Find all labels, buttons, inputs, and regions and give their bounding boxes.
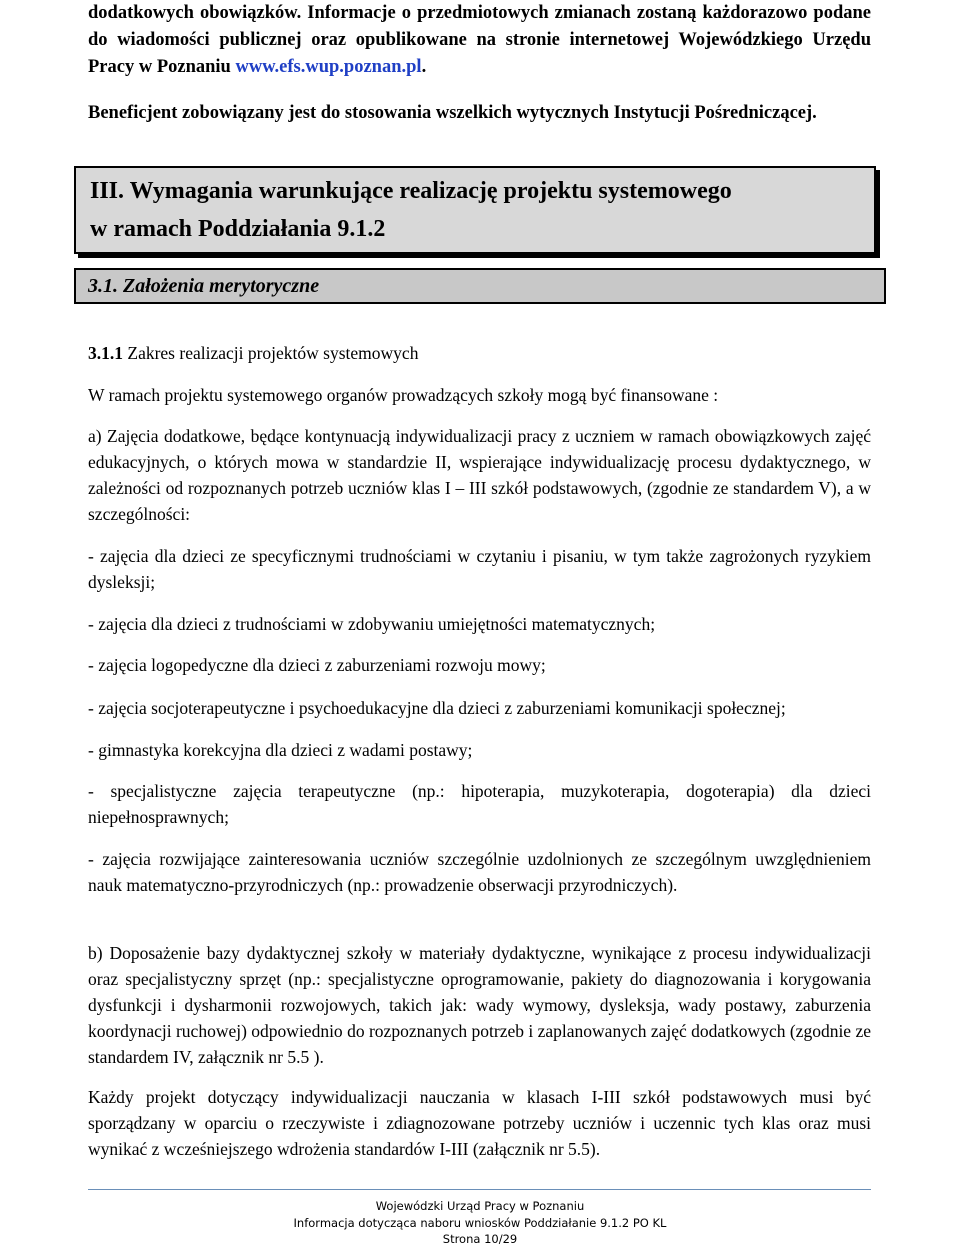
- list-item: - specjalistyczne zajęcia terapeutyczne (np.: hipoterapia, muzykoterapia, dogoterapia) dla dzieci niepełnosprawnych;: [88, 781, 871, 827]
- subsection-heading: 3.1. Założenia merytoryczne: [88, 275, 320, 297]
- section-heading: [90, 172, 732, 248]
- footer-divider: [88, 1189, 871, 1190]
- paragraph-closing: Każdy projekt dotyczący indywidualizacji nauczania w klasach I-III szkół podstawowych musi być sporządzany w oparciu o rzeczywiste i zdiagnozowane potrzeby uczniów i uczennic tych klas oraz musi wynikać z wcześniejszego wdrożenia standardów I-III (załącznik nr 5.5).: [88, 1087, 871, 1159]
- intro-text: dodatkowych obowiązków. Informacje o przedmiotowych zmianach zostaną każdorazowo podane do wiadomości publicznej oraz opublikowane na stronie internetowej Wojewódzkiego Urzędu Pracy w Poznaniu: [88, 3, 871, 77]
- section-heading-box: [74, 166, 876, 254]
- footer-info: Informacja dotycząca naboru wniosków Poddziałanie 9.1.2 PO KL: [293, 1216, 667, 1230]
- list-item: - zajęcia rozwijające zainteresowania uczniów szczególnie uzdolnionych ze szczególnym uwzględnieniem nauk matematyczno-przyrodniczych (np.: prowadzenie obserwacji przyrodniczych).: [88, 849, 871, 895]
- section-heading-line2: w ramach Poddziałania 9.1.2: [90, 216, 386, 242]
- list-item: - zajęcia dla dzieci ze specyficznymi trudnościami w czytaniu i pisaniu, w tym także zagrożonych ryzykiem dysleksji;: [88, 546, 871, 592]
- footer-institution: Wojewódzki Urząd Pracy w Poznaniu: [375, 1199, 585, 1213]
- subsubsection-number: 3.1.1: [88, 343, 123, 363]
- subsection-heading-box: [74, 268, 886, 304]
- paragraph-intro: W ramach projektu systemowego organów prowadzących szkoły mogą być finansowane :: [88, 385, 719, 405]
- intro-paragraph: [88, 0, 871, 81]
- paragraph-a: a) Zajęcia dodatkowe, będące kontynuacją indywidualizacji pracy z uczniem w ramach obowiązkowych zajęć edukacyjnych, o których mowa w standardzie II, wspierające indywidualizację procesu dydaktycznego, w zależności od rozpoznanych potrzeb uczniów klas I – III szkół podstawowych, (zgodnie ze standardem V), a w szczególności:: [88, 426, 871, 524]
- subsubsection-heading: [88, 340, 871, 366]
- list-item: - zajęcia logopedyczne dla dzieci z zaburzeniami rozwoju mowy;: [88, 655, 546, 675]
- beneficiary-paragraph: Beneficjent zobowiązany jest do stosowania wszelkich wytycznych Instytucji Pośredniczącej.: [88, 103, 817, 123]
- footer-page-number: Strona 10/29: [442, 1232, 518, 1246]
- intro-text-end: .: [421, 57, 427, 77]
- paragraph-b: b) Doposażenie bazy dydaktycznej szkoły w materiały dydaktyczne, wynikające z procesu indywidualizacji oraz specjalistyczny sprzęt (np.: specjalistyczne oprogramowanie, pakiety do diagnozowania i korygowania dysfunkcji i dysharmonii rozwojowych, takich jak: wady wymowy, dysleksja, wady postawy, zaburzenia koordynacji ruchowej) odpowiednio do rozpoznanych potrzeb i zaplanowanych zajęć dodatkowych (zgodnie ze standardem IV, załącznik nr 5.5 ).: [88, 943, 871, 1067]
- list-item: - zajęcia socjoterapeutyczne i psychoedukacyjne dla dzieci z zaburzeniami komunikacji społecznej;: [88, 698, 786, 718]
- list-item: - zajęcia dla dzieci z trudnościami w zdobywaniu umiejętności matematycznych;: [88, 614, 656, 634]
- subsubsection-title: Zakres realizacji projektów systemowych: [123, 343, 419, 363]
- wup-website-link[interactable]: www.efs.wup.poznan.pl: [235, 57, 422, 77]
- section-heading-line1: III. Wymagania warunkujące realizację projektu systemowego: [90, 178, 732, 204]
- list-item: - gimnastyka korekcyjna dla dzieci z wadami postawy;: [88, 740, 473, 760]
